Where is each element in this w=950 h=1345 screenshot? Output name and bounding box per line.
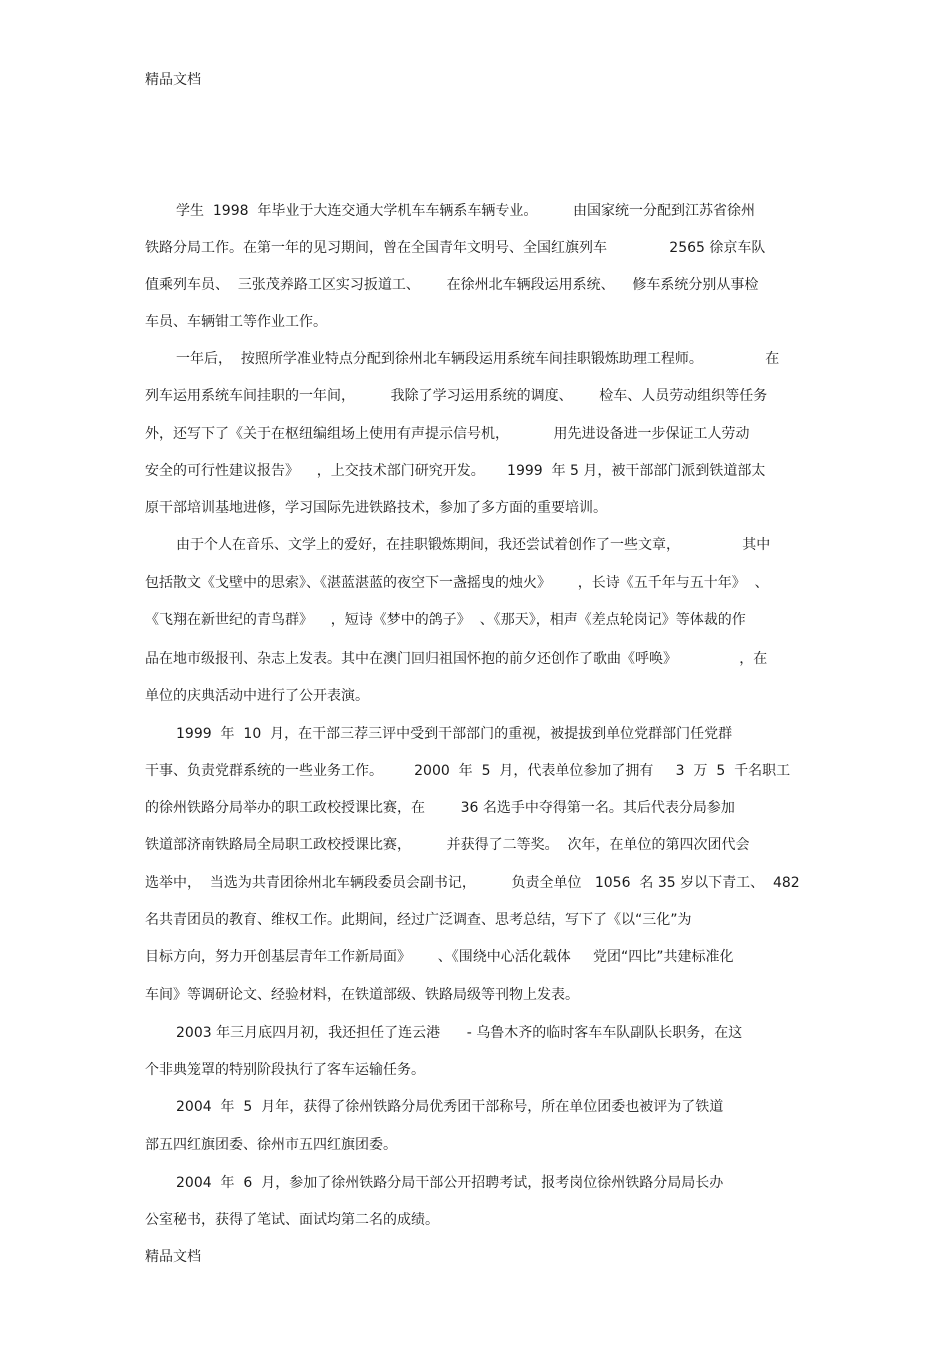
text-line: 2003 年三月底四月初，我还担任了连云港 - 乌鲁木齐的临时客车车队副队长职务，在这 [176, 1025, 743, 1041]
text-line: 一年后， 按照所学准业特点分配到徐州北车辆段运用系统车间挂职锻炼助理工程师。 在 [176, 351, 780, 367]
text-line: 包括散文《戈壁中的思索》、《湛蓝湛蓝的夜空下一盏摇曳的烛火》 ，长诗《五千年与五十年》 、 [145, 575, 769, 591]
text-line: 2004 年 6 月，参加了徐州铁路分局干部公开招聘考试，报考岗位徐州铁路分局局长办 [176, 1175, 724, 1191]
text-line: 2004 年 5 月年，获得了徐州铁路分局优秀团干部称号，所在单位团委也被评为了铁道 [176, 1099, 724, 1115]
text-line: 名共青团员的教育、维权工作。此期间，经过广泛调查、思考总结，写下了《以“三化”为 [145, 912, 692, 928]
text-line: 部五四红旗团委、徐州市五四红旗团委。 [145, 1137, 397, 1153]
text-line: 铁路分局工作。在第一年的见习期间，曾在全国青年文明号、全国红旗列车 2565 徐京车队 [145, 240, 766, 256]
text-line: 《飞翔在新世纪的青鸟群》 ，短诗《梦中的鸽子》 、《那天》，相声《差点轮岗记》等体裁的作 [145, 612, 746, 628]
text-line: 1999 年 10 月，在干部三荐三评中受到干部部门的重视，被提拔到单位党群部门任党群 [176, 726, 733, 742]
text-line: 目标方向，努力开创基层青年工作新局面》 、《围绕中心活化载体 党团“四比”共建标准化 [145, 949, 734, 965]
text-line: 选举中， 当选为共青团徐州北车辆段委员会副书记， 负责全单位 1056 名 35 岁以下青工、 482 [145, 875, 800, 891]
text-line: 学生 1998 年毕业于大连交通大学机车车辆系车辆专业。 由国家统一分配到江苏省徐州 [176, 203, 756, 219]
text-line: 车间》等调研论文、经验材料，在铁道部级、铁路局级等刊物上发表。 [145, 987, 579, 1003]
text-line: 列车运用系统车间挂职的一年间， 我除了学习运用系统的调度、 检车、人员劳动组织等任务 [145, 388, 768, 404]
text-line: 由于个人在音乐、文学上的爱好，在挂职锻炼期间，我还尝试着创作了一些文章， 其中 [176, 537, 771, 553]
text-line: 品在地市级报刊、杂志上发表。其中在澳门回归祖国怀抱的前夕还创作了歌曲《呼唤》 ，在 [145, 651, 768, 667]
text-line: 原干部培训基地进修，学习国际先进铁路技术，参加了多方面的重要培训。 [145, 500, 607, 516]
text-line: 安全的可行性建议报告》 ，上交技术部门研究开发。 1999 年 5 月，被干部部门派到铁道部太 [145, 463, 766, 479]
text-line: 公室秘书，获得了笔试、面试均第二名的成绩。 [145, 1212, 439, 1228]
footer-label: 精品文档 [145, 1249, 201, 1265]
text-line: 车员、车辆钳工等作业工作。 [145, 314, 327, 330]
text-line: 干事、负责党群系统的一些业务工作。 2000 年 5 月，代表单位参加了拥有 3 万 5 千名职工 [145, 763, 791, 779]
text-line: 铁道部济南铁路局全局职工政校授课比赛， 并获得了二等奖。 次年，在单位的第四次团代会 [145, 837, 750, 853]
text-line: 个非典笼罩的特别阶段执行了客车运输任务。 [145, 1062, 425, 1078]
header-label: 精品文档 [145, 72, 201, 88]
text-line: 值乘列车员、 三张茂养路工区实习扳道工、 在徐州北车辆段运用系统、 修车系统分别从事检 [145, 277, 759, 293]
text-line: 单位的庆典活动中进行了公开表演。 [145, 688, 369, 704]
text-line: 外，还写下了《关于在枢纽编组场上使用有声提示信号机， 用先进设备进一步保证工人劳动 [145, 426, 750, 442]
text-line: 的徐州铁路分局举办的职工政校授课比赛，在 36 名选手中夺得第一名。其后代表分局参加 [145, 800, 735, 816]
